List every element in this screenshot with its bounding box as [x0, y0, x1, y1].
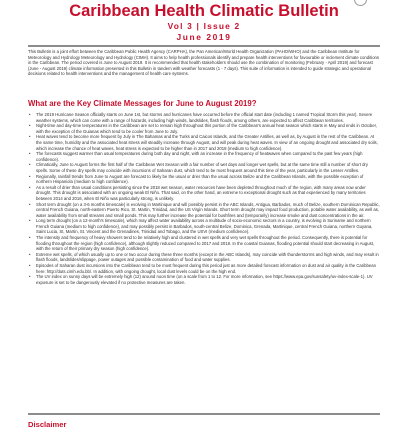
list-item [28, 162, 380, 173]
volume-issue: Vol 3 | Issue 2 [167, 21, 241, 31]
issue-date: June 2019 [176, 32, 232, 42]
list-item-text: The intensity and frequency of heavy showers tend to be relatively high and clustered in wet spells and very wet spells throughout the period. Consequently, there is potential for flooding throughout the region (high confidence), although slightly reduced compared to 2017 and 2018. In the coastal Guianas, flooding potential should start decreasing in August, with the return of their primary dry season (high confidence). [36, 235, 375, 252]
list-item-text: Night-time and day-time temperatures in the Caribbean are set to remain high throughout this portion of the Caribbean's annual heat season which starts in May and ends in October, with the exception of the Guianas which tend to be cooler from June to July. [36, 123, 378, 134]
list-item-text: Climatically, June to August forms the first half of the Caribbean Wet Season with a fair number of wet days and longer wet spells, but at the same time still a number of short dry spells. Some of these dry spells may coincide with incursions of Saharan dust, which tend to be most frequent around this time of the year, particularly in the Lesser Antilles. [36, 162, 368, 173]
section-heading: What are the Key Climate Messages for June to August 2019? [28, 99, 257, 108]
list-item-text: As a result of drier than usual conditions persisting since the 2018 wet season, water resources have been depleted throughout much of the region, with many areas now under drought. This drought is associated with an ongoing weak El Niño. That said, on the other hand, an extreme to exceptional drought such as that experienced by many territories between 2014 and 2016, when El Niño was particularly strong, is unlikely. [36, 184, 366, 201]
bullet-icon: • [29, 201, 31, 207]
bullet-icon: • [29, 162, 31, 168]
bullet-icon: • [29, 112, 31, 117]
bottom-divider [28, 413, 380, 415]
list-item-text: The UV index on sunny days will be extremely high (12) around noon time (on a scale from 1 to 12. For more information, see https://www.epa.gov/sunsafety/uv-index-scale-1). UV exposure is set to be dangerously elevated if no protective measures are taken. [36, 274, 373, 285]
list-item-text: Long term drought (on a 12-month's timescale), which may affect water availability across a multitude of socio-economic sectors in a country, is evolving in Suriname and northern French Guiana (medium to high confidence), and may possibly persist in Barbados, south-central Belize, Dominica, Grenada, Martinique, central French Guiana, northern Guyana, Saint Lucia, St. Martin, St. Vincent and the Grenadines, Trinidad and Tobago, and the USVI (medium confidence). [36, 218, 373, 235]
bullet-icon: • [29, 218, 31, 224]
list-item [28, 218, 380, 235]
list-item [28, 134, 380, 151]
list-item-text: The forecasts suggest warmer than usual temperatures during both day and night, with an increase in the frequency of heatwaves when compared to the past few years (high confidence). [36, 151, 363, 162]
list-item-text: Episodes of Saharan dust incursions into the Caribbean tend to be most frequent during this period just as more detailed forecast information on dust and air quality in the Caribbean here: http://duts.cimh.edu.bb/. In addition, with ongoing drought, local dust levels could be on the high end. [36, 263, 376, 274]
top-divider [28, 45, 380, 47]
list-item-text: The 2019 Hurricane Season officially starts on June 1st, but storms and hurricanes have occurred before the official start date (including 1 named Tropical Storm this year). Severe weather systems, which can come with a range of hazards, including high winds, landslides, flash floods, among others, are expected to affect Caribbean territories. [36, 112, 373, 123]
bullet-icon: • [29, 134, 31, 140]
list-item [28, 202, 380, 219]
list-item-text: Short term drought (on a 3-6 months timescale) is evolving in Martinique and will possibly persist in the ABC Islands, Antigua, Barbados, much of Belize, southern Dominican Republic, central French Guiana, north-eastern Puerto Rico, St. Martin, Trinidad, and the US Virgin Islands. Short term drought may impact food production, potable water availability, as well as, water availability from small streams and small ponds. This may further increase the potential for bushfires and (temporarily) increase smoke and dust concentrations in the air. [36, 201, 380, 218]
list-item [28, 151, 380, 162]
bullet-icon: • [29, 263, 31, 269]
bullet-icon: • [29, 123, 31, 129]
bullet-icon: • [29, 151, 31, 157]
bullet-icon: • [29, 235, 31, 241]
list-item [28, 252, 380, 263]
bullet-icon: • [29, 251, 31, 257]
disclaimer-heading: Disclaimer [28, 420, 67, 429]
bullet-icon: • [29, 173, 31, 179]
list-item [28, 185, 380, 202]
list-item [28, 235, 380, 252]
intro-paragraph: This Bulletin is a joint effort between the Caribbean Public Health Agency (CARPHA), the Pan American/World Health Organization (PAHO/WHO) and the Caribbean Institute for Meteorology and Hydrology Meteorology and Hydrology (CIMH). It aims to help health professionals identify and prepare health interventions for favourable or inclement climate conditions in the Caribbean. The period covered is June to August 2019. It is recommended that health stakeholders should use the combination of monitoring (February - April 2019) and forecast (June - August 2019) climate information presented in this Bulletin in tandem with weather forecasts (1 - 7 days). This suite of information is intended to guide strategic and operational decisions related to health interventions and the management of health care systems. [28, 49, 380, 77]
bullet-icon: • [29, 184, 31, 190]
list-item [28, 123, 380, 134]
list-item [28, 274, 380, 285]
bulletin-title: Caribbean Health Climatic Bulletin [69, 2, 339, 20]
bullet-icon: • [29, 274, 31, 280]
list-item-text: Regionally, rainfall trends from June to August are forecast to likely be the usual or drier than the usual across Belize and the Caribbean Islands, with the possible exception of northern Hispaniola (medium to high confidence). [36, 173, 364, 185]
list-item [28, 263, 380, 274]
list-item-text: Extreme wet spells, of which usually up to one or two occur during these three months (except in the ABC Islands), may coincide with thunderstorms and high winds, and may result in flash floods, landslides/slippage, power outages and possible contamination of food and water supplies. [36, 251, 379, 263]
list-item [28, 112, 380, 123]
key-messages-list [28, 112, 380, 285]
list-item [28, 174, 380, 185]
list-item-text: Heat waves tend to become more frequent by July in The Bahamas and the Turks and Caicos Islands, and the Greater Antilles, as well as, by August in the rest of the Caribbean. At the same time, humidity and the associated heat stress will steadily increase through August, and will peak during heat waves. In view of an ongoing drought and associated dry soils, which increase the chance of heat waves, heat stress is expected to be higher than in 2017 and 2018 (medium to high confidence). [36, 134, 378, 151]
